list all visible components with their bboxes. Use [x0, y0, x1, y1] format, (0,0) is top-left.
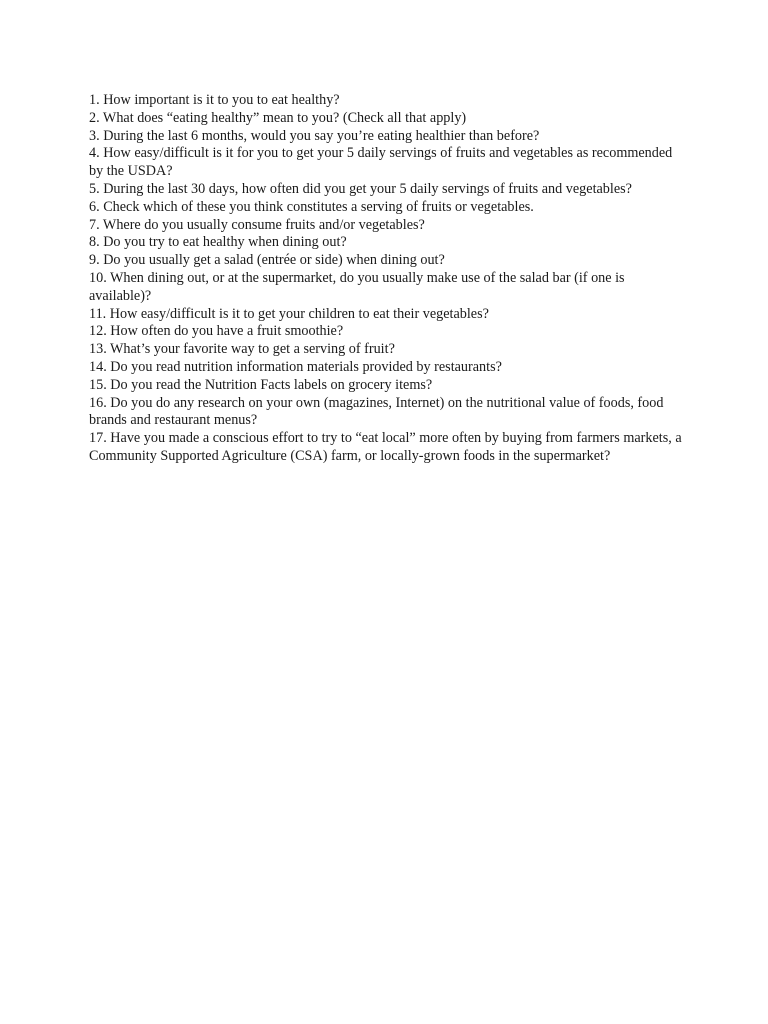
- question-9: 9. Do you usually get a salad (entrée or side) when dining out?: [89, 252, 445, 269]
- question-17: 17. Have you made a conscious effort to try to “eat local” more often by buying from farmers markets, a Community Supported Agriculture (CSA) farm, or locally-grown foods in the supermarket?: [89, 430, 682, 464]
- question-list: [89, 92, 689, 466]
- question-5: 5. During the last 30 days, how often did you get your 5 daily servings of fruits and vegetables?: [89, 180, 632, 197]
- question-7: 7. Where do you usually consume fruits and/or vegetables?: [89, 216, 425, 233]
- question-2: 2. What does “eating healthy” mean to you? (Check all that apply): [89, 109, 467, 126]
- question-6: 6. Check which of these you think constitutes a serving of fruits or vegetables.: [89, 198, 534, 215]
- question-8: 8. Do you try to eat healthy when dining out?: [89, 234, 347, 251]
- question-11: 11. How easy/difficult is it to get your children to eat their vegetables?: [89, 305, 489, 322]
- question-12: 12. How often do you have a fruit smoothie?: [89, 323, 344, 340]
- question-10: 10. When dining out, or at the supermarket, do you usually make use of the salad bar (if one is available)?: [89, 269, 625, 304]
- question-15: 15. Do you read the Nutrition Facts labels on grocery items?: [89, 376, 433, 393]
- question-16: 16. Do you do any research on your own (magazines, Internet) on the nutritional value of foods, food brands and restaurant menus?: [89, 394, 664, 429]
- question-4: 4. How easy/difficult is it for you to get your 5 daily servings of fruits and vegetables as recommended by the USDA?: [89, 145, 673, 180]
- question-13: 13. What’s your favorite way to get a serving of fruit?: [89, 341, 395, 358]
- question-14: 14. Do you read nutrition information materials provided by restaurants?: [89, 358, 502, 375]
- question-3: 3. During the last 6 months, would you say you’re eating healthier than before?: [89, 127, 540, 144]
- question-1: 1. How important is it to you to eat healthy?: [89, 92, 340, 108]
